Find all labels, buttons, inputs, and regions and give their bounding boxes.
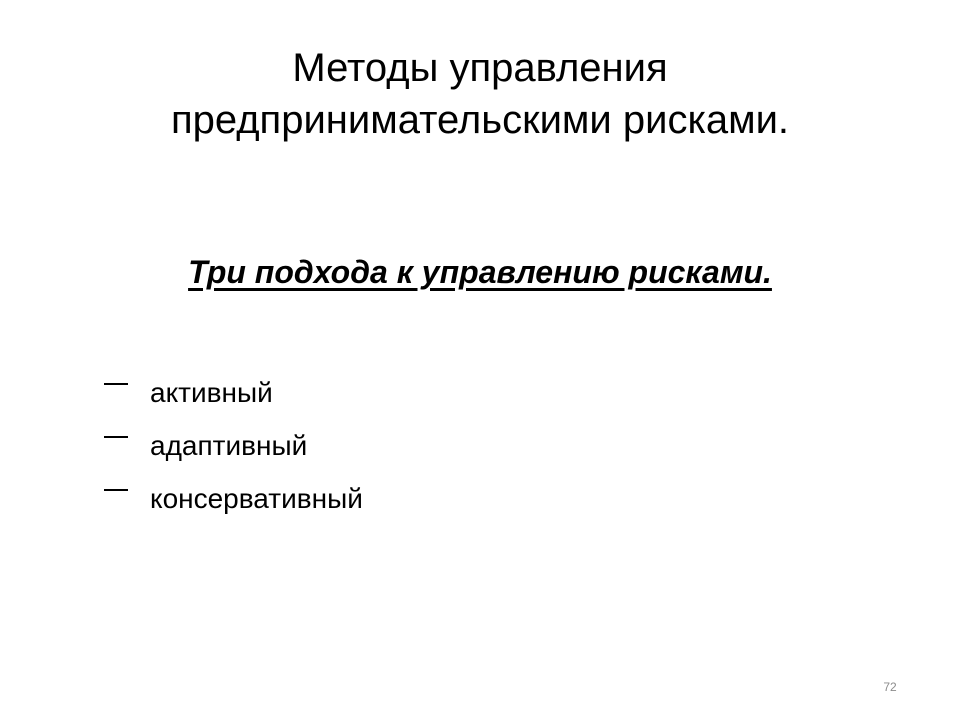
slide-title — [80, 42, 880, 146]
list-item-text: активный — [150, 376, 273, 408]
list-item — [104, 472, 363, 525]
list-item — [104, 366, 363, 419]
list-item-text: адаптивный — [150, 429, 308, 461]
dash-bullet-icon — [104, 489, 128, 491]
list-item-text: консервативный — [150, 482, 363, 514]
dash-bullet-icon — [104, 436, 128, 438]
slide-subtitle: Три подхода к управлению рисками. — [188, 254, 772, 290]
list-item — [104, 419, 363, 472]
slide-title-line-1: Методы управления — [292, 46, 668, 90]
page-number: 72 — [883, 680, 897, 694]
slide-title-line-2: предпринимательскими рисками. — [170, 98, 790, 142]
approaches-list — [104, 366, 363, 525]
dash-bullet-icon — [104, 383, 128, 385]
